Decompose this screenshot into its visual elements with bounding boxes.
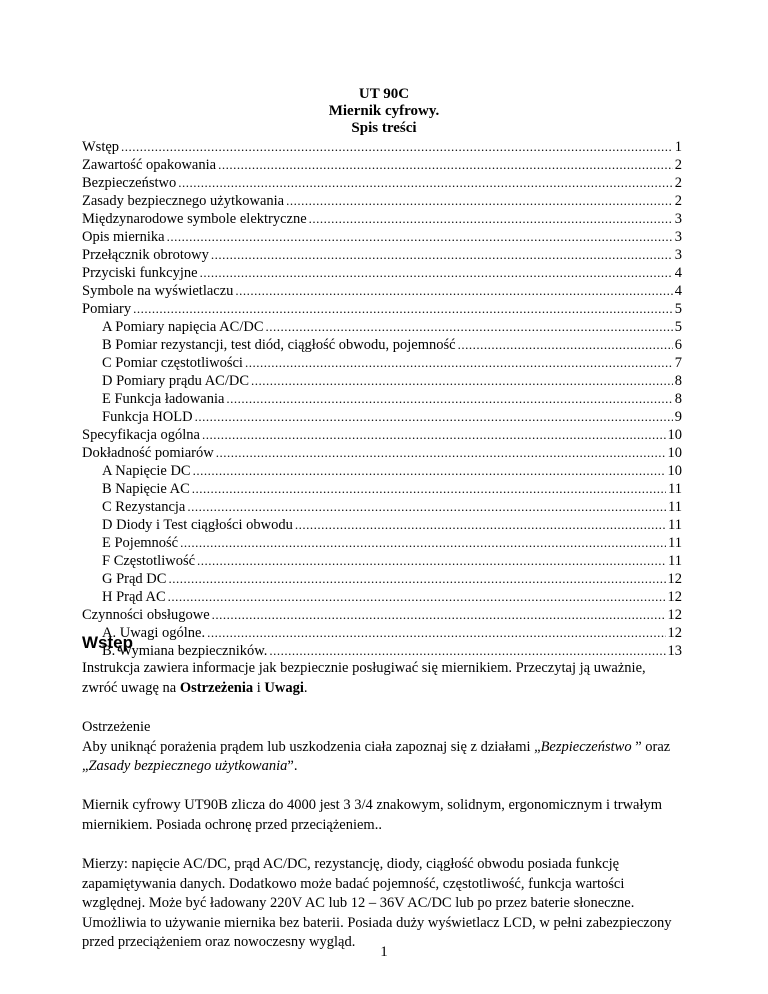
toc-entry-page: 5 bbox=[674, 301, 682, 317]
toc-entry-label: Przełącznik obrotowy bbox=[82, 247, 209, 263]
toc-entry[interactable] bbox=[82, 228, 682, 246]
toc-entry[interactable] bbox=[82, 174, 682, 192]
toc-entry-page: 7 bbox=[674, 355, 682, 371]
toc-entry-label: Wstęp bbox=[82, 139, 120, 155]
toc-entry-label: Przyciski funkcyjne bbox=[82, 265, 198, 281]
toc-entry[interactable] bbox=[82, 462, 682, 480]
toc-entry-page: 11 bbox=[668, 517, 682, 533]
toc-entry[interactable] bbox=[82, 390, 682, 408]
toc-leader-dots bbox=[200, 264, 673, 282]
toc-entry[interactable] bbox=[82, 642, 682, 660]
toc-entry-page: 10 bbox=[667, 427, 682, 443]
toc-entry-page: 12 bbox=[667, 607, 682, 623]
toc-leader-dots bbox=[192, 480, 666, 498]
toc-entry[interactable] bbox=[82, 192, 682, 210]
intro-text-end: . bbox=[303, 679, 308, 696]
toc-entry[interactable] bbox=[82, 534, 682, 552]
toc-entry[interactable] bbox=[82, 138, 682, 156]
warning-emphasis: Ostrzeżenia bbox=[179, 679, 254, 696]
toc-leader-dots bbox=[133, 300, 673, 318]
toc-leader-dots bbox=[269, 642, 665, 660]
toc-entry[interactable] bbox=[82, 516, 682, 534]
toc-leader-dots bbox=[187, 498, 666, 516]
toc-entry-page: 2 bbox=[674, 193, 682, 209]
toc-leader-dots bbox=[309, 210, 673, 228]
toc-entry-label: Dokładność pomiarów bbox=[82, 445, 214, 461]
toc-leader-dots bbox=[168, 588, 666, 606]
description-paragraph: Miernik cyfrowy UT90B zlicza do 4000 jest 3 3/4 znakowym, solidnym, ergonomicznym i trwałym miernikiem. Posiada ochronę przed przeciążeniem.. bbox=[82, 797, 663, 833]
toc-entry-label: Międzynarodowe symbole elektryczne bbox=[82, 211, 307, 227]
toc-entry-page: 10 bbox=[667, 463, 682, 479]
toc-entry-page: 5 bbox=[674, 319, 682, 335]
warning-text: Aby uniknąć porażenia prądem lub uszkodzenia ciała zapoznaj się z działami „ bbox=[82, 738, 541, 755]
toc-entry-page: 9 bbox=[674, 409, 682, 425]
toc-entry-page: 11 bbox=[668, 535, 682, 551]
toc-entry[interactable] bbox=[82, 156, 682, 174]
toc-entry-page: 8 bbox=[674, 391, 682, 407]
intro-paragraph bbox=[82, 659, 682, 698]
toc-entry-page: 12 bbox=[667, 625, 682, 641]
toc-entry-page: 11 bbox=[668, 553, 682, 569]
warning-text-end: ”. bbox=[287, 758, 298, 774]
toc-entry-label: E Funkcja ładowania bbox=[102, 391, 225, 407]
toc-entry-label: D Diody i Test ciągłości obwodu bbox=[102, 517, 293, 533]
toc-leader-dots bbox=[193, 462, 666, 480]
toc-entry-label: Pomiary bbox=[82, 301, 132, 317]
toc-entry-label: F Częstotliwość bbox=[102, 553, 196, 569]
toc-leader-dots bbox=[121, 138, 673, 156]
toc-entry[interactable] bbox=[82, 408, 682, 426]
warning-text-join: ” oraz „ bbox=[82, 738, 671, 774]
toc-leader-dots bbox=[207, 624, 665, 642]
toc-entry-label: Funkcja HOLD bbox=[102, 409, 193, 425]
toc-entry-page: 3 bbox=[674, 247, 682, 263]
toc-leader-dots bbox=[167, 228, 673, 246]
toc-entry-label: B Napięcie AC bbox=[102, 481, 190, 497]
toc-entry-label: Zawartość opakowania bbox=[82, 157, 217, 173]
toc-leader-dots bbox=[218, 156, 673, 174]
toc-entry[interactable] bbox=[82, 444, 682, 462]
toc-entry-page: 3 bbox=[674, 229, 682, 245]
toc-leader-dots bbox=[178, 174, 673, 192]
toc-entry[interactable] bbox=[82, 570, 682, 588]
toc-entry-label: D Pomiary prądu AC/DC bbox=[102, 373, 250, 389]
toc-leader-dots bbox=[202, 426, 666, 444]
toc-leader-dots bbox=[226, 390, 672, 408]
toc-leader-dots bbox=[458, 336, 673, 354]
toc-entry-page: 4 bbox=[674, 265, 682, 281]
warning-paragraph bbox=[82, 718, 682, 777]
toc-leader-dots bbox=[197, 552, 666, 570]
toc-entry-label: A Pomiary napięcia AC/DC bbox=[102, 319, 264, 335]
toc-entry[interactable] bbox=[82, 552, 682, 570]
toc-entry-page: 12 bbox=[667, 571, 682, 587]
toc-entry-label: B Pomiar rezystancji, test diód, ciągłość obwodu, pojemność bbox=[102, 337, 456, 353]
page-number: 1 bbox=[380, 944, 388, 960]
section-heading: Wstęp bbox=[82, 633, 133, 652]
intro-text: Instrukcja zawiera informacje jak bezpiecznie posługiwać się miernikiem. Przeczytaj ją uważnie, zwróć uwagę na bbox=[82, 660, 646, 696]
toc-entry-page: 2 bbox=[674, 157, 682, 173]
toc-entry[interactable] bbox=[82, 354, 682, 372]
toc-entry-page: 2 bbox=[674, 175, 682, 191]
toc-entry-label: A Napięcie DC bbox=[102, 463, 191, 479]
table-of-contents bbox=[82, 138, 682, 660]
toc-leader-dots bbox=[168, 570, 665, 588]
warning-label: Ostrzeżenie bbox=[82, 719, 151, 735]
toc-heading: Spis treści bbox=[351, 120, 417, 136]
toc-entry-page: 12 bbox=[667, 589, 682, 605]
toc-entry-label: Opis miernika bbox=[82, 229, 165, 245]
toc-leader-dots bbox=[180, 534, 666, 552]
toc-entry[interactable] bbox=[82, 282, 682, 300]
toc-entry-page: 6 bbox=[674, 337, 682, 353]
toc-entry[interactable] bbox=[82, 210, 682, 228]
toc-entry-page: 11 bbox=[668, 499, 682, 515]
toc-entry-label: G Prąd DC bbox=[102, 571, 167, 587]
notes-emphasis: Uwagi bbox=[264, 679, 304, 696]
toc-entry-label: E Pojemność bbox=[102, 535, 179, 551]
toc-entry-label: C Pomiar częstotliwości bbox=[102, 355, 243, 371]
toc-leader-dots bbox=[211, 246, 673, 264]
toc-entry-label: Specyfikacja ogólna bbox=[82, 427, 200, 443]
toc-leader-dots bbox=[295, 516, 666, 534]
intro-text-join: i bbox=[253, 679, 265, 696]
toc-leader-dots bbox=[212, 606, 666, 624]
safe-use-section-ref: Zasady bezpiecznego użytkowania bbox=[88, 758, 288, 774]
toc-entry-label: A. Uwagi ogólne. bbox=[102, 625, 206, 641]
toc-entry[interactable] bbox=[82, 264, 682, 282]
toc-entry[interactable] bbox=[82, 318, 682, 336]
toc-entry[interactable] bbox=[82, 606, 682, 624]
toc-entry-label: C Rezystancja bbox=[102, 499, 186, 515]
toc-entry[interactable] bbox=[82, 336, 682, 354]
toc-entry-page: 10 bbox=[667, 445, 682, 461]
toc-leader-dots bbox=[216, 444, 666, 462]
toc-entry-label: Bezpieczeństwo bbox=[82, 175, 177, 191]
toc-leader-dots bbox=[286, 192, 673, 210]
toc-leader-dots bbox=[251, 372, 673, 390]
toc-entry-label: Czynności obsługowe bbox=[82, 607, 210, 623]
features-paragraph: Mierzy: napięcie AC/DC, prąd AC/DC, rezystancję, diody, ciągłość obwodu posiada funkcję zapamiętywania danych. Dodatkowo może badać pojemność, częstotliwość, funkcja wartości względnej. Może być ładowany 220V AC lub 12 – 36V AC/DC lub po przez baterie słoneczne. Umożliwia to używanie miernika bez baterii. Posiada duży wyświetlacz LCD, w pełni zabezpieczony przed przeciążeniem oraz nowoczesny wygląd. bbox=[82, 856, 672, 950]
toc-entry-page: 11 bbox=[668, 481, 682, 497]
toc-entry-label: B. Wymiana bezpieczników. bbox=[102, 643, 268, 659]
safety-section-ref: Bezpieczeństwo bbox=[540, 738, 632, 755]
toc-entry-page: 4 bbox=[674, 283, 682, 299]
toc-entry-label: H Prąd AC bbox=[102, 589, 166, 605]
toc-entry-page: 8 bbox=[674, 373, 682, 389]
toc-entry[interactable] bbox=[82, 246, 682, 264]
document-subtitle: Miernik cyfrowy. bbox=[328, 103, 440, 119]
document-title: UT 90C bbox=[358, 86, 410, 102]
toc-entry[interactable] bbox=[82, 372, 682, 390]
toc-entry-label: Zasady bezpiecznego użytkowania bbox=[82, 193, 285, 209]
toc-entry[interactable] bbox=[82, 300, 682, 318]
toc-leader-dots bbox=[195, 408, 673, 426]
toc-leader-dots bbox=[235, 282, 672, 300]
toc-entry-page: 1 bbox=[674, 139, 682, 155]
toc-leader-dots bbox=[245, 354, 673, 372]
toc-entry[interactable] bbox=[82, 588, 682, 606]
toc-entry-label: Symbole na wyświetlaczu bbox=[82, 283, 234, 299]
toc-leader-dots bbox=[266, 318, 673, 336]
toc-entry-page: 13 bbox=[667, 643, 682, 659]
toc-entry[interactable] bbox=[82, 624, 682, 642]
toc-entry-page: 3 bbox=[674, 211, 682, 227]
toc-entry[interactable] bbox=[82, 480, 682, 498]
toc-entry[interactable] bbox=[82, 426, 682, 444]
toc-entry[interactable] bbox=[82, 498, 682, 516]
